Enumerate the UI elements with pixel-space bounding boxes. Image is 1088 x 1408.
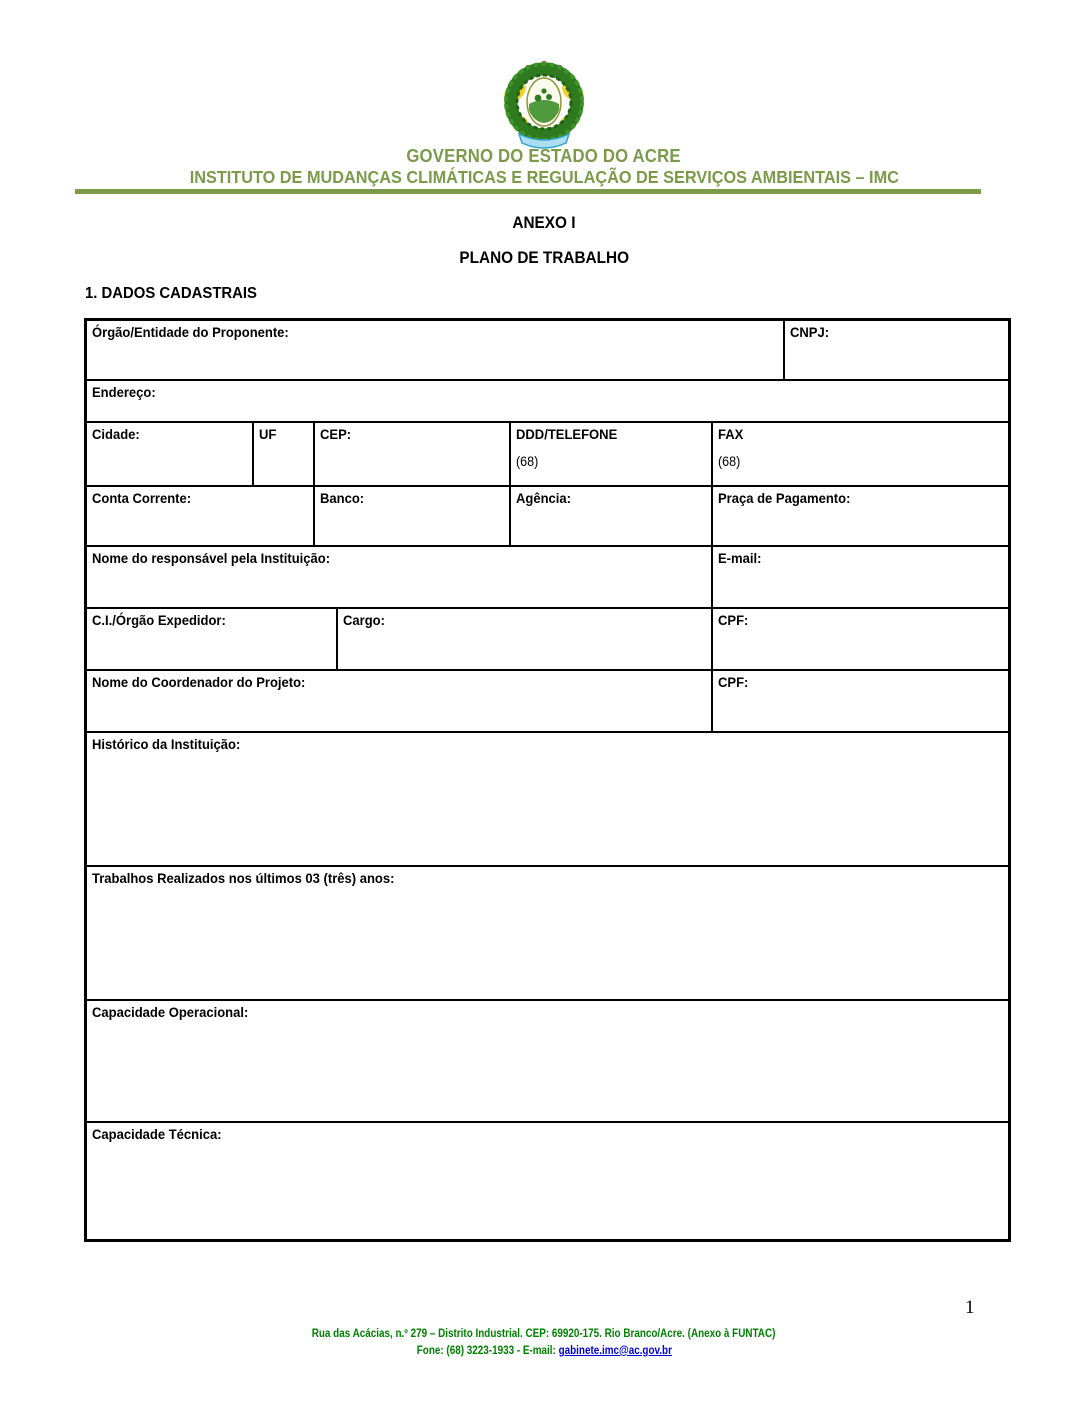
government-name	[0, 146, 1088, 167]
field-cnpj: CNPJ:	[784, 320, 1010, 380]
field-capacidade-operacional: Capacidade Operacional:	[86, 1000, 1010, 1122]
table-row	[86, 1000, 1010, 1122]
table-row	[86, 608, 1010, 670]
field-conta-corrente: Conta Corrente:	[86, 486, 314, 546]
table-row	[86, 422, 1010, 486]
annex-title: ANEXO I	[512, 214, 576, 232]
acre-coat-of-arms-logo	[493, 58, 595, 150]
field-praca-pagamento: Praça de Pagamento:	[712, 486, 1010, 546]
table-row	[86, 732, 1010, 866]
header-divider-rule	[75, 189, 981, 194]
table-row	[86, 380, 1010, 422]
footer-address-line: Rua das Acácias, n.º 279 – Distrito Industrial. CEP: 69920-175. Rio Branco/Acre. (Anexo à FUNTAC)	[312, 1328, 776, 1340]
page-number: 1	[965, 1297, 975, 1318]
field-coordenador: Nome do Coordenador do Projeto:	[86, 670, 712, 732]
fax-value: (68)	[717, 454, 740, 470]
field-cargo: Cargo:	[337, 608, 712, 670]
table-row	[86, 320, 1010, 380]
footer-phone-text: Fone: (68) 3223-1933 - E-mail:	[416, 1344, 559, 1357]
government-name-text: GOVERNO DO ESTADO DO ACRE	[406, 146, 682, 166]
field-cep: CEP:	[314, 422, 510, 486]
field-fax: FAX (68)	[712, 422, 1010, 486]
field-ci-orgao-expedidor: C.I./Órgão Expedidor:	[86, 608, 337, 670]
institute-name-text: INSTITUTO DE MUDANÇAS CLIMÁTICAS E REGULAÇÃO DE SERVIÇOS AMBIENTAIS – IMC	[189, 167, 899, 187]
footer-email-link[interactable]: gabinete.imc@ac.gov.br	[558, 1344, 672, 1357]
field-cidade: Cidade:	[86, 422, 253, 486]
field-cpf-responsavel: CPF:	[712, 608, 1010, 670]
field-agencia: Agência:	[510, 486, 712, 546]
footer-contact-line	[0, 1343, 1088, 1360]
field-trabalhos-realizados: Trabalhos Realizados nos últimos 03 (três) anos:	[86, 866, 1010, 1000]
field-uf: UF	[253, 422, 314, 486]
coat-of-arms-icon	[493, 58, 595, 150]
field-endereco: Endereço:	[86, 380, 1010, 422]
dados-cadastrais-table	[84, 318, 1011, 1242]
institute-name	[0, 167, 1088, 188]
field-orgao-entidade: Órgão/Entidade do Proponente:	[86, 320, 784, 380]
table-row	[86, 1122, 1010, 1241]
field-email: E-mail:	[712, 546, 1010, 608]
field-capacidade-tecnica: Capacidade Técnica:	[86, 1122, 1010, 1241]
field-ddd-telefone: DDD/TELEFONE (68)	[510, 422, 712, 486]
table-row	[86, 670, 1010, 732]
ddd-value: (68)	[515, 454, 538, 470]
table-row	[86, 546, 1010, 608]
section-1-heading: 1. DADOS CADASTRAIS	[85, 285, 257, 302]
table-row	[86, 486, 1010, 546]
footer	[0, 1326, 1088, 1359]
table-row	[86, 866, 1010, 1000]
field-banco: Banco:	[314, 486, 510, 546]
field-historico: Histórico da Instituição:	[86, 732, 1010, 866]
field-responsavel: Nome do responsável pela Instituição:	[86, 546, 712, 608]
page-title: PLANO DE TRABALHO	[459, 249, 629, 267]
field-cpf-coordenador: CPF:	[712, 670, 1010, 732]
